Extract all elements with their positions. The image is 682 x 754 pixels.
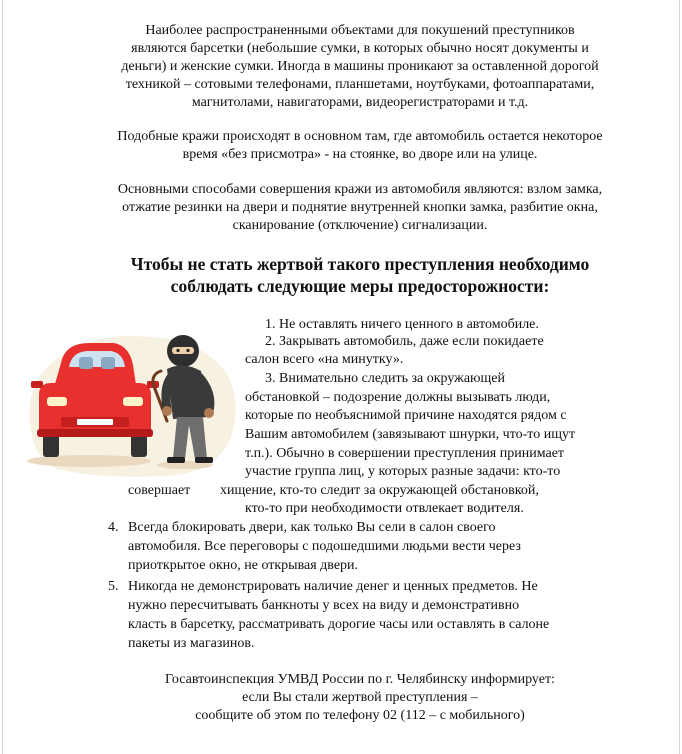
methods-line: сканирование (отключение) сигнализации. [232,218,488,233]
list-item-4-line: автомобиля. Все переговоры с подошедшими людьми вести через [128,539,521,554]
list-item-4-line: Всегда блокировать двери, как только Вы сели в салон своего [128,520,496,535]
list-item-3-line: Вашим автомобилем (завязывают шнурки, что-то ищут [245,427,576,442]
intro-line: деньги) и женские сумки. Иногда в машины проникают за оставленной дорогой [121,59,599,74]
page-edge-right [679,0,680,754]
footer-line: если Вы стали жертвой преступления – [242,690,478,705]
list-item-3-line: 3. Внимательно следить за окружающей [265,371,505,386]
intro-line: являются барсетки (небольшие сумки, в которых обычно носят документы и [131,41,589,56]
list-item-2-line: салон всего «на минутку». [245,352,404,367]
heading-line: соблюдать следующие меры предосторожности: [170,276,550,296]
intro-line: Наиболее распространенными объектами для покушений преступников [145,23,575,38]
list-item-4-line: приоткрытое окно, не открывая двери. [128,558,359,573]
list-item-2-line: 2. Закрывать автомобиль, даже если покидаете [265,334,544,349]
methods-line: Основными способами совершения кражи из автомобиля являются: взлом замка, [117,182,603,197]
car-thief-illustration [17,313,243,481]
list-item-3-line: обстановкой – подозрение должны вызывать люди, [245,390,551,405]
list-item-3-line: участие группа лиц, у которых разные задачи: кто-то [245,464,561,479]
list-item-3-line: кто-то при необходимости отвлекает водителя. [245,501,524,516]
list-item-3-line: которые по необъяснимой причине находятся рядом с [245,408,567,423]
intro-line: техникой – сотовыми телефонами, планшетами, ноутбуками, фотоаппаратами, [125,77,595,92]
footer-line: сообщите об этом по телефону 02 (112 – с мобильного) [195,708,525,723]
list-item-3-line: хищение, кто-то следит за окружающей обстановкой, [220,483,539,498]
list-item-5-line: Никогда не демонстрировать наличие денег и ценных предметов. Не [128,579,538,594]
list-item-5-number: 5. [108,579,119,594]
list-item-3-line: т.п.). Обычно в совершении преступления принимает [245,446,565,461]
list-item-5-line: нужно пересчитывать банкноты у всех на виду и демонстративно [128,598,520,613]
list-item-4-number: 4. [108,520,119,535]
list-item-5-line: класть в барсетку, рассматривать дорогие часы или оставлять в салоне [128,617,550,632]
intro-line: магнитолами, навигаторами, видеорегистраторами и т.д. [191,95,529,110]
heading-line: Чтобы не стать жертвой такого преступления необходимо [130,254,590,274]
page-edge-left [2,0,3,754]
list-item-1: 1. Не оставлять ничего ценного в автомобиле. [265,317,539,332]
footer-line: Госавтоинспекция УМВД России по г. Челябинску информирует: [165,672,555,687]
list-item-3-line: совершает [128,483,191,498]
locations-line: время «без присмотра» - на стоянке, во дворе или на улице. [182,147,538,162]
methods-line: отжатие резинки на двери и поднятие внутренней кнопки замка, разбитие окна, [122,200,598,215]
locations-line: Подобные кражи происходят в основном там, где автомобиль остается некоторое [117,129,603,144]
list-item-5-line: пакеты из магазинов. [128,636,255,651]
